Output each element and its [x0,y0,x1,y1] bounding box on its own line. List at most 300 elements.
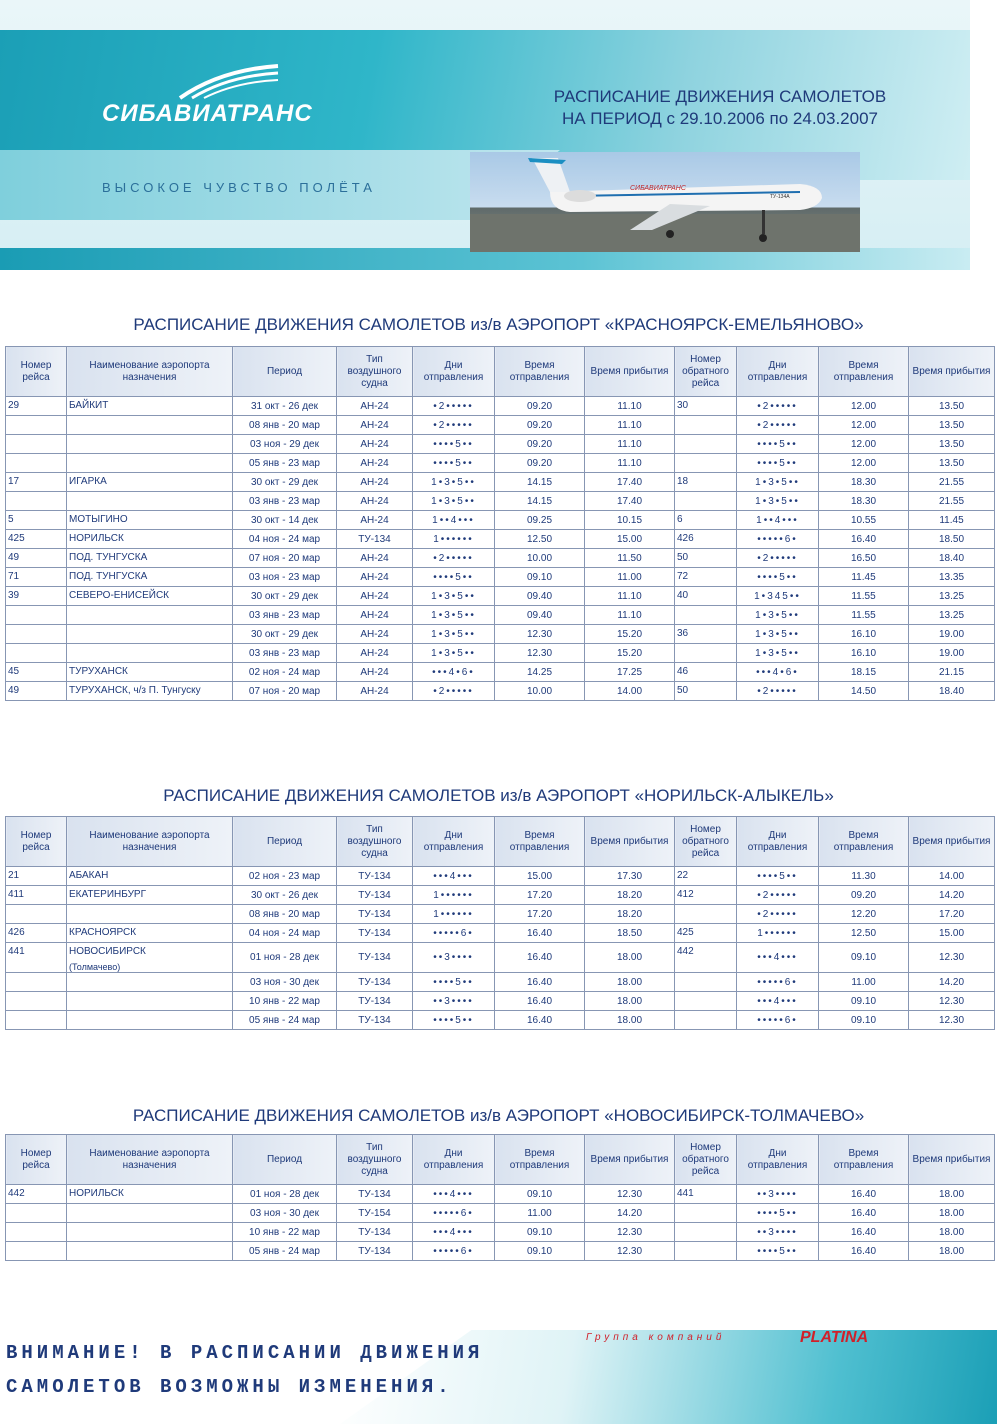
cell-period: 03 ноя - 30 дек [233,973,337,992]
cell-arr: 12.30 [585,1185,675,1204]
col-return-departure: Время отправления [819,347,909,397]
col-period: Период [233,1135,337,1185]
cell-flight: 442 [6,1185,67,1204]
destination-name: КРАСНОЯРСК [69,927,137,938]
col-return-arrival: Время прибытия [909,347,995,397]
cell-days: ••••5•• [413,973,495,992]
cell-period: 31 окт - 26 дек [233,397,337,416]
table-row [6,454,995,473]
warning-line-2: САМОЛЕТОВ ВОЗМОЖНЫ ИЗМЕНЕНИЯ. [6,1376,453,1398]
cell-period: 02 ноя - 24 мар [233,663,337,682]
cell-dep: 10.00 [495,549,585,568]
destination-subname: (Толмачево) [69,962,121,972]
cell-period: 10 янв - 22 мар [233,992,337,1011]
cell-dep: 09.40 [495,587,585,606]
cell-ret-arr: 13.25 [909,606,995,625]
cell-arr: 12.30 [585,1242,675,1261]
cell-ret-flight: 441 [675,1185,737,1204]
cell-dep: 16.40 [495,943,585,973]
cell-arr: 18.20 [585,905,675,924]
cell-dest [67,435,233,454]
col-return-flight: Номер обратного рейса [675,1135,737,1185]
destination-name: НОРИЛЬСК [69,533,124,544]
cell-ret-arr: 21.15 [909,663,995,682]
cell-dep: 10.00 [495,682,585,701]
col-days: Дни отправления [413,347,495,397]
cell-arr: 11.10 [585,587,675,606]
cell-days: ••••5•• [413,568,495,587]
destination-name: ТУРУХАНСК, ч/з П. Тунгуску [69,685,201,696]
cell-ret-flight: 18 [675,473,737,492]
cell-dest [67,568,233,587]
cell-days: 1•3•5•• [413,587,495,606]
destination-name: МОТЫГИНО [69,514,128,525]
section-title-krasnoyarsk: РАСПИСАНИЕ ДВИЖЕНИЯ САМОЛЕТОВ из/в АЭРОПОРТ «КРАСНОЯРСК-ЕМЕЛЬЯНОВО» [133,315,864,334]
cell-ret-arr: 18.00 [909,1223,995,1242]
table-row [6,886,995,905]
cell-arr: 11.10 [585,606,675,625]
schedule-change-warning [6,1336,483,1404]
cell-ret-days: •2••••• [737,549,819,568]
cell-dep: 17.20 [495,886,585,905]
col-departure: Время отправления [495,1135,585,1185]
cell-dest [67,1242,233,1261]
cell-arr: 14.20 [585,1204,675,1223]
cell-days: •••4••• [413,1185,495,1204]
cell-ret-days: ••••5•• [737,1204,819,1223]
cell-flight [6,492,67,511]
cell-ret-arr: 13.50 [909,397,995,416]
cell-flight: 21 [6,867,67,886]
cell-ret-dep: 09.10 [819,943,909,973]
cell-ret-arr: 13.35 [909,568,995,587]
cell-ret-days: •••••6• [737,1011,819,1030]
table-row [6,625,995,644]
cell-aircraft: АН-24 [337,511,413,530]
table-row [6,473,995,492]
cell-ret-days: ••••5•• [737,454,819,473]
destination-name: ЕКАТЕРИНБУРГ [69,889,147,900]
cell-period: 04 ноя - 24 мар [233,924,337,943]
destination-name: БАЙКИТ [69,400,109,411]
cell-days: •••4•6• [413,663,495,682]
cell-ret-flight [675,454,737,473]
cell-arr: 15.20 [585,625,675,644]
table-row [6,992,995,1011]
cell-aircraft: ТУ-134 [337,992,413,1011]
cell-aircraft: АН-24 [337,625,413,644]
company-group-label: Группа компаний [586,1332,726,1343]
cell-aircraft: АН-24 [337,587,413,606]
cell-dest [67,454,233,473]
col-aircraft: Тип воздушного судна [337,347,413,397]
cell-arr: 11.10 [585,454,675,473]
cell-ret-flight: 22 [675,867,737,886]
cell-aircraft: АН-24 [337,473,413,492]
cell-ret-dep: 12.00 [819,454,909,473]
col-flight: Номер рейса [6,817,67,867]
cell-period: 10 янв - 22 мар [233,1223,337,1242]
cell-ret-dep: 10.55 [819,511,909,530]
cell-ret-dep: 14.50 [819,682,909,701]
cell-ret-days: •2••••• [737,886,819,905]
table-row [6,492,995,511]
cell-days: •2••••• [413,397,495,416]
cell-ret-days: •••4•6• [737,663,819,682]
table-row [6,1223,995,1242]
cell-days: 1•3•5•• [413,606,495,625]
cell-days: •2••••• [413,549,495,568]
cell-flight [6,416,67,435]
cell-flight: 5 [6,511,67,530]
cell-period: 03 янв - 23 мар [233,644,337,663]
cell-days: 1•3•5•• [413,644,495,663]
cell-ret-days: ••3•••• [737,1185,819,1204]
cell-ret-dep: 12.50 [819,924,909,943]
cell-dep: 16.40 [495,1011,585,1030]
cell-arr: 14.00 [585,682,675,701]
cell-dest [67,492,233,511]
platina-logo: PLATINA [800,1329,869,1346]
cell-ret-flight: 425 [675,924,737,943]
cell-ret-dep: 12.00 [819,397,909,416]
cell-dep: 09.10 [495,1242,585,1261]
cell-ret-dep: 16.40 [819,530,909,549]
table-row [6,644,995,663]
cell-days: 1•3•5•• [413,492,495,511]
cell-dest [67,625,233,644]
cell-ret-flight [675,1242,737,1261]
table-body [6,867,995,1030]
cell-flight [6,973,67,992]
cell-ret-arr: 14.20 [909,973,995,992]
cell-ret-dep: 16.10 [819,625,909,644]
cell-dep: 15.00 [495,867,585,886]
schedule-table-novosibirsk [5,1134,995,1261]
table-header [6,347,995,397]
cell-ret-flight [675,492,737,511]
cell-days: 1•3•5•• [413,473,495,492]
table-row [6,973,995,992]
cell-ret-days: •••••6• [737,530,819,549]
cell-dep: 12.50 [495,530,585,549]
cell-flight [6,992,67,1011]
cell-arr: 10.15 [585,511,675,530]
destination-name: НОВОСИБИРСК [69,946,146,957]
cell-ret-dep: 11.55 [819,606,909,625]
cell-ret-flight: 36 [675,625,737,644]
cell-ret-dep: 16.50 [819,549,909,568]
warning-line-1: ВНИМАНИЕ! В РАСПИСАНИИ ДВИЖЕНИЯ [6,1342,484,1364]
col-return-days: Дни отправления [737,347,819,397]
col-return-days: Дни отправления [737,817,819,867]
cell-days: ••3•••• [413,992,495,1011]
cell-ret-flight: 50 [675,549,737,568]
wing-logo-icon [170,64,280,100]
cell-dep: 17.20 [495,905,585,924]
cell-ret-arr: 12.30 [909,943,995,973]
cell-arr: 17.40 [585,492,675,511]
schedule-table-krasnoyarsk [5,346,995,701]
cell-ret-flight: 412 [675,886,737,905]
cell-aircraft: ТУ-134 [337,1185,413,1204]
cell-dest [67,644,233,663]
cell-ret-dep: 18.15 [819,663,909,682]
cell-ret-days: •2••••• [737,416,819,435]
cell-ret-dep: 18.30 [819,492,909,511]
cell-dep: 16.40 [495,924,585,943]
col-return-departure: Время отправления [819,1135,909,1185]
cell-flight: 29 [6,397,67,416]
cell-period: 03 янв - 23 мар [233,606,337,625]
cell-dest [67,1223,233,1242]
table-row [6,1204,995,1223]
cell-dest [67,867,233,886]
cell-dep: 14.25 [495,663,585,682]
cell-ret-arr: 14.00 [909,867,995,886]
cell-ret-dep: 16.40 [819,1242,909,1261]
col-aircraft: Тип воздушного судна [337,1135,413,1185]
table-row [6,1185,995,1204]
cell-arr: 11.10 [585,416,675,435]
livery-text: СИБАВИАТРАНС [630,185,686,192]
cell-dep: 09.10 [495,1223,585,1242]
cell-ret-days: ••••5•• [737,867,819,886]
cell-ret-flight: 40 [675,587,737,606]
cell-ret-days: •2••••• [737,682,819,701]
cell-arr: 17.30 [585,867,675,886]
cell-dest [67,973,233,992]
cell-ret-dep: 11.00 [819,973,909,992]
cell-arr: 18.20 [585,886,675,905]
cell-ret-flight [675,1204,737,1223]
cell-ret-flight [675,973,737,992]
col-destination: Наименование аэропорта назначения [67,347,233,397]
cell-dep: 09.40 [495,606,585,625]
cell-ret-arr: 14.20 [909,886,995,905]
company-logo: СИБАВИАТРАНС [102,100,313,127]
destination-name: ТУРУХАНСК [69,666,128,677]
cell-dest [67,682,233,701]
cell-ret-arr: 18.00 [909,1185,995,1204]
cell-days: ••••5•• [413,1011,495,1030]
cell-ret-days: •2••••• [737,905,819,924]
cell-period: 07 ноя - 20 мар [233,682,337,701]
cell-ret-arr: 18.00 [909,1204,995,1223]
cell-period: 03 ноя - 29 дек [233,435,337,454]
cell-flight [6,1223,67,1242]
destination-name: ПОД. ТУНГУСКА [69,571,148,582]
cell-days: •••4••• [413,867,495,886]
cell-ret-flight: 30 [675,397,737,416]
cell-flight [6,435,67,454]
cell-dest [67,473,233,492]
cell-dest [67,416,233,435]
cell-ret-days: •2••••• [737,397,819,416]
col-days: Дни отправления [413,817,495,867]
section-title-novosibirsk: РАСПИСАНИЕ ДВИЖЕНИЯ САМОЛЕТОВ из/в АЭРОПОРТ «НОВОСИБИРСК-ТОЛМАЧЕВО» [132,1106,865,1125]
cell-period: 01 ноя - 28 дек [233,943,337,973]
cell-aircraft: АН-24 [337,454,413,473]
cell-days: •••4••• [413,1223,495,1242]
cell-ret-days: ••3•••• [737,1223,819,1242]
cell-flight [6,1011,67,1030]
cell-ret-arr: 18.40 [909,549,995,568]
cell-dest [67,606,233,625]
title-line-1: РАСПИСАНИЕ ДВИЖЕНИЯ САМОЛЕТОВ [553,87,887,106]
cell-dest [67,1011,233,1030]
cell-aircraft: АН-24 [337,568,413,587]
cell-period: 08 янв - 20 мар [233,416,337,435]
cell-dep: 09.10 [495,568,585,587]
cell-flight: 49 [6,549,67,568]
cell-ret-flight [675,905,737,924]
cell-period: 30 окт - 29 дек [233,473,337,492]
cell-days: 1•••••• [413,886,495,905]
cell-ret-days: •••4••• [737,992,819,1011]
page-title [520,86,920,130]
cell-days: ••••5•• [413,435,495,454]
cell-ret-days: 1•3•5•• [737,625,819,644]
cell-aircraft: ТУ-134 [337,1011,413,1030]
cell-days: •2••••• [413,416,495,435]
cell-dest [67,1204,233,1223]
cell-ret-days: 1•3•5•• [737,492,819,511]
cell-flight [6,625,67,644]
cell-arr: 11.00 [585,568,675,587]
title-line-2: НА ПЕРИОД с 29.10.2006 по 24.03.2007 [561,109,879,128]
cell-ret-arr: 18.00 [909,1242,995,1261]
col-return-flight: Номер обратного рейса [675,817,737,867]
cell-dep: 09.20 [495,435,585,454]
cell-dest [67,886,233,905]
col-return-arrival: Время прибытия [909,817,995,867]
cell-aircraft: АН-24 [337,397,413,416]
cell-arr: 15.00 [585,530,675,549]
table-header [6,817,995,867]
cell-ret-flight: 6 [675,511,737,530]
cell-period: 01 ноя - 28 дек [233,1185,337,1204]
col-return-flight: Номер обратного рейса [675,347,737,397]
col-period: Период [233,347,337,397]
cell-period: 02 ноя - 23 мар [233,867,337,886]
cell-days: ••3•••• [413,943,495,973]
cell-aircraft: ТУ-134 [337,886,413,905]
cell-ret-arr: 11.45 [909,511,995,530]
table-row [6,416,995,435]
col-period: Период [233,817,337,867]
cell-flight [6,454,67,473]
cell-aircraft: ТУ-134 [337,530,413,549]
cell-flight [6,1242,67,1261]
cell-dep: 12.30 [495,644,585,663]
cell-dest [67,663,233,682]
cell-dep: 12.30 [495,625,585,644]
cell-aircraft: ТУ-134 [337,905,413,924]
cell-ret-arr: 13.25 [909,587,995,606]
cell-aircraft: ТУ-134 [337,943,413,973]
cell-ret-dep: 11.30 [819,867,909,886]
table-row [6,530,995,549]
cell-flight: 45 [6,663,67,682]
cell-aircraft: АН-24 [337,663,413,682]
col-flight: Номер рейса [6,1135,67,1185]
cell-ret-dep: 11.55 [819,587,909,606]
cell-days: •••••6• [413,924,495,943]
cell-aircraft: АН-24 [337,682,413,701]
table-row [6,587,995,606]
cell-dep: 09.20 [495,416,585,435]
table-row [6,511,995,530]
table-row [6,867,995,886]
cell-ret-days: •••4••• [737,943,819,973]
cell-ret-days: ••••5•• [737,568,819,587]
cell-aircraft: АН-24 [337,435,413,454]
col-arrival: Время прибытия [585,1135,675,1185]
cell-days: •••••6• [413,1204,495,1223]
col-flight: Номер рейса [6,347,67,397]
cell-ret-flight [675,1011,737,1030]
cell-flight: 17 [6,473,67,492]
cell-dest [67,924,233,943]
cell-days: 1•3•5•• [413,625,495,644]
airplane-icon [470,152,860,252]
destination-name: ИГАРКА [69,476,107,487]
cell-ret-flight: 46 [675,663,737,682]
col-destination: Наименование аэропорта назначения [67,817,233,867]
cell-arr: 17.25 [585,663,675,682]
cell-days: 1•••••• [413,530,495,549]
schedule-table-norilsk [5,816,995,1030]
cell-ret-dep: 09.10 [819,992,909,1011]
cell-ret-flight [675,644,737,663]
cell-ret-arr: 12.30 [909,1011,995,1030]
cell-dest [67,511,233,530]
cell-period: 30 окт - 29 дек [233,625,337,644]
cell-dest [67,1185,233,1204]
cell-dest [67,549,233,568]
cell-aircraft: ТУ-154 [337,1204,413,1223]
cell-aircraft: АН-24 [337,606,413,625]
cell-ret-dep: 18.30 [819,473,909,492]
cell-flight: 426 [6,924,67,943]
destination-name: СЕВЕРО-ЕНИСЕЙСК [69,590,169,601]
cell-ret-flight [675,606,737,625]
cell-flight: 411 [6,886,67,905]
cell-dep: 16.40 [495,973,585,992]
cell-ret-arr: 17.20 [909,905,995,924]
cell-ret-arr: 15.00 [909,924,995,943]
cell-dep: 14.15 [495,473,585,492]
cell-flight: 71 [6,568,67,587]
cell-dep: 09.10 [495,1185,585,1204]
cell-ret-dep: 12.00 [819,416,909,435]
cell-period: 30 окт - 29 дек [233,587,337,606]
cell-ret-arr: 21.55 [909,473,995,492]
cell-aircraft: ТУ-134 [337,1242,413,1261]
cell-days: •2••••• [413,682,495,701]
cell-arr: 18.00 [585,1011,675,1030]
cell-ret-days: 1•••••• [737,924,819,943]
cell-ret-flight [675,1223,737,1242]
cell-period: 05 янв - 24 мар [233,1011,337,1030]
cell-aircraft: АН-24 [337,644,413,663]
cell-ret-flight [675,416,737,435]
slogan: ВЫСОКОЕ ЧУВСТВО ПОЛЁТА [102,180,376,195]
cell-ret-days: •••••6• [737,973,819,992]
section-title-norilsk: РАСПИСАНИЕ ДВИЖЕНИЯ САМОЛЕТОВ из/в АЭРОПОРТ «НОРИЛЬСК-АЛЫКЕЛЬ» [163,786,834,805]
col-days: Дни отправления [413,1135,495,1185]
